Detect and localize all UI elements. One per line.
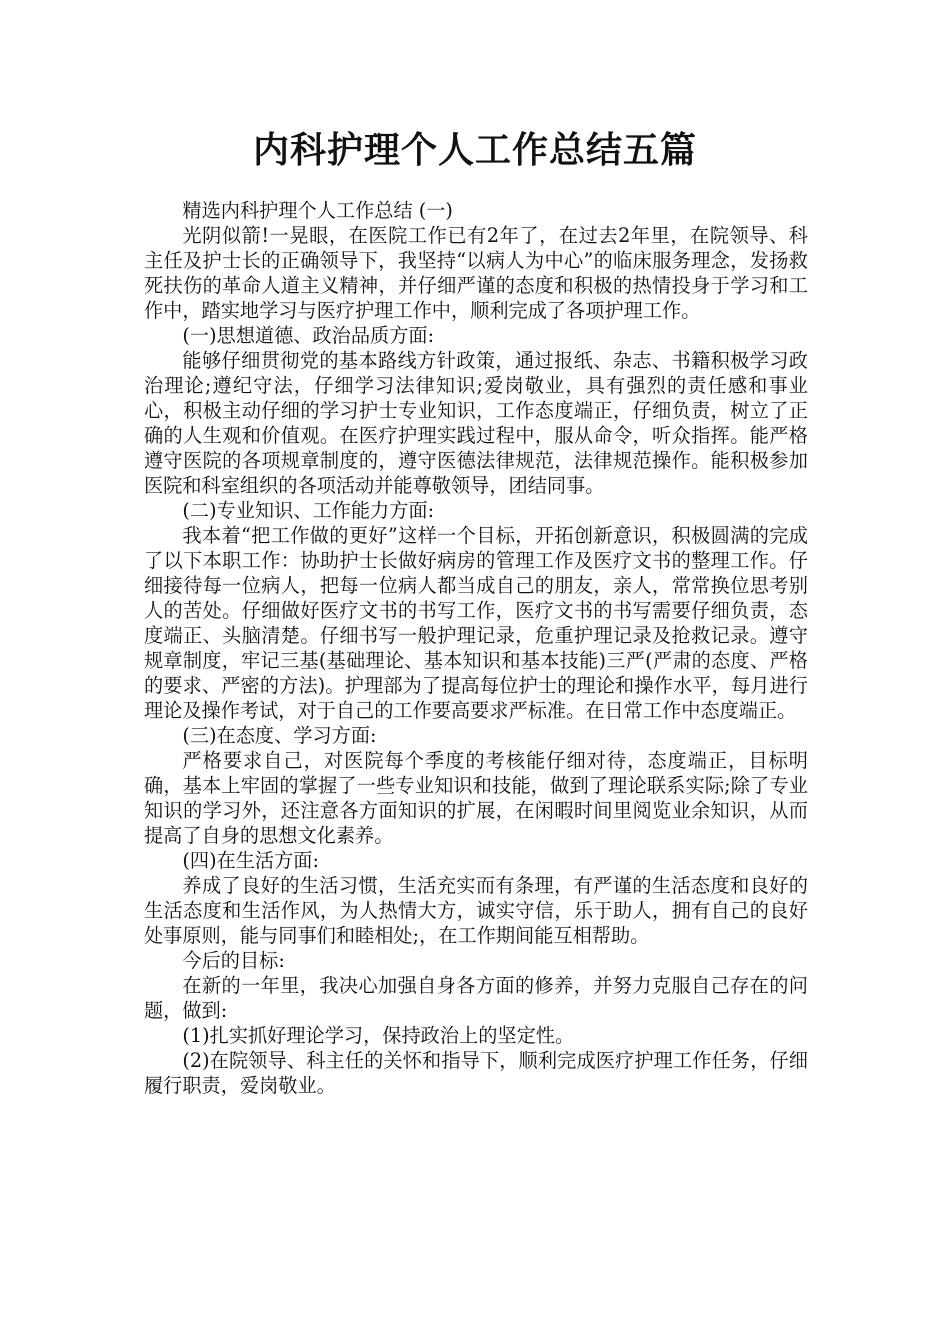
paragraph-life: 养成了良好的生活习惯，生活充实而有条理，有严谨的生活态度和良好的生活态度和生活作风，为人热情大方，诚实守信，乐于助人，拥有自己的良好处事原则，能与同事们和睦相处;，在工作期间能互相帮助。 [144,874,808,947]
paragraph-attitude: 严格要求自己，对医院每个季度的考核能仔细对待，态度端正，目标明确，基本上牢固的掌握了一些专业知识和技能，做到了理论联系实际;除了专业知识的学习外，还注意各方面知识的扩展，在闲暇时间里阅览业余知识，从而提高了自身的思想文化素养。 [144,749,808,847]
subheading-ideology: (一)思想道德、政治品质方面: [182,324,435,347]
subheading-goals: 今后的目标: [182,949,285,972]
goal-item-1: (1)扎实抓好理论学习，保持政治上的坚定性。 [182,1024,575,1047]
paragraph-ideology: 能够仔细贯彻党的基本路线方针政策，通过报纸、杂志、书籍积极学习政治理论;遵纪守法，仔细学习法律知识;爱岗敬业，具有强烈的责任感和事业心，积极主动仔细的学习护士专业知识，工作态度端正，仔细负责，树立了正确的人生观和价值观。在医疗护理实践过程中，服从命令，听众指挥。能严格遵守医院的各项规章制度的，遵守医德法律规范，法律规范操作。能积极参加医院和科室组织的各项活动并能尊敬领导，团结同事。 [144,349,808,497]
subheading-life: (四)在生活方面: [182,849,319,872]
paragraph-professional: 我本着“把工作做的更好”这样一个目标，开拓创新意识，积极圆满的完成了以下本职工作：协助护士长做好病房的管理工作及医疗文书的整理工作。仔细接待每一位病人，把每一位病人都当成自己的朋友，亲人，常常换位思考别人的苦处。仔细做好医疗文书的书写工作，医疗文书的书写需要仔细负责，态度端正、头脑清楚。仔细书写一般护理记录，危重护理记录及抢救记录。遵守规章制度，牢记三基(基础理论、基本知识和基本技能)三严(严肃的态度、严格的要求、严密的方法)。护理部为了提高每位护士的理论和操作水平，每月进行理论及操作考试，对于自己的工作要高要求严标准。在日常工作中态度端正。 [144,524,808,722]
document-body [144,198,808,1098]
goal-item-2: (2)在院领导、科主任的关怀和指导下，顺利完成医疗护理工作任务，仔细履行职责，爱岗敬业。 [144,1049,808,1097]
subheading-professional: (二)专业知识、工作能力方面: [182,499,435,522]
paragraph-goals: 在新的一年里，我决心加强自身各方面的修养，并努力克服自己存在的问题，做到: [144,974,808,1022]
section-heading-1: 精选内科护理个人工作总结 (一) [182,199,453,222]
intro-paragraph: 光阴似箭!一晃眼，在医院工作已有2年了，在过去2年里，在院领导、科主任及护士长的正确领导下，我坚持“以病人为中心”的临床服务理念，发扬救死扶伤的革命人道主义精神，并仔细严谨的态度和积极的热情投身于学习和工作中，踏实地学习与医疗护理工作中，顺利完成了各项护理工作。 [144,224,808,322]
subheading-attitude: (三)在态度、学习方面: [182,724,377,747]
document-title: 内科护理个人工作总结五篇 [252,130,697,171]
